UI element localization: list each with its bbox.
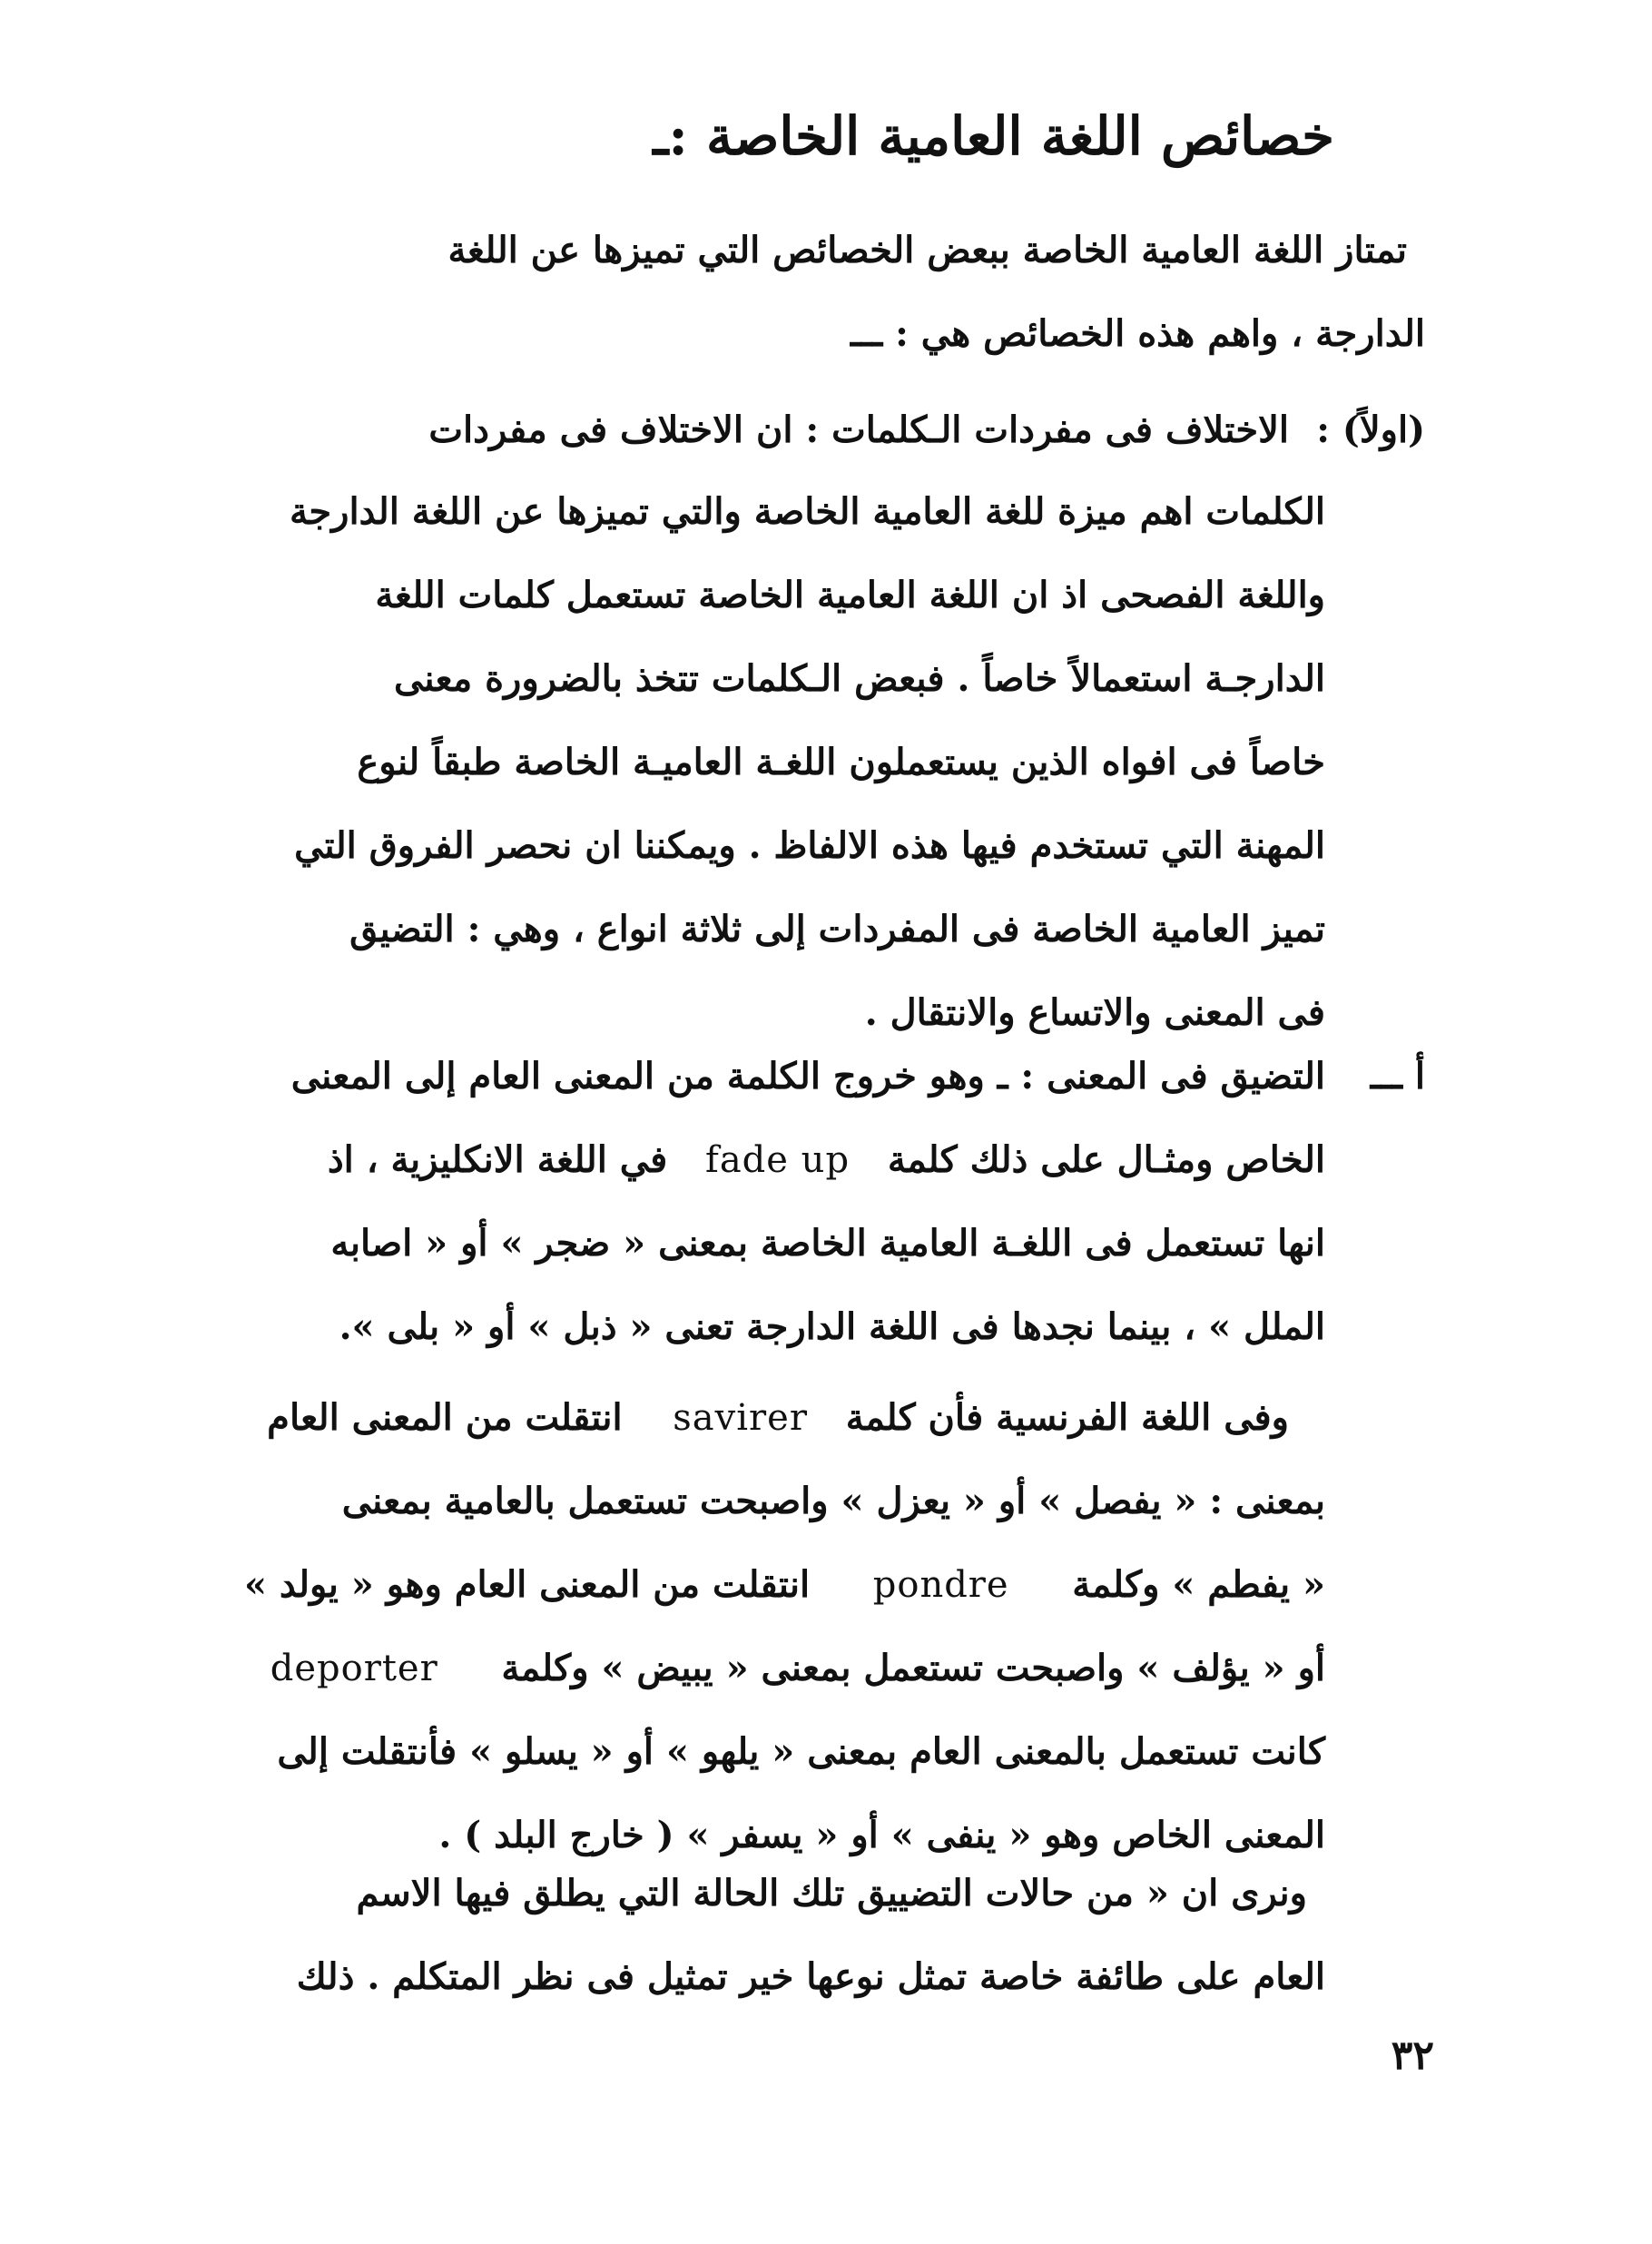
text-line: تمتاز اللغة العامية الخاصة ببعض الخصائص التي تميزها عن اللغة — [447, 229, 1407, 271]
intro-paragraph — [218, 209, 1407, 292]
page-number: ٣٢ — [1391, 2032, 1434, 2079]
text-line: التضيق فى المعنى : ـ وهو خروج الكلمة من المعنى العام إلى المعنى — [290, 1055, 1325, 1097]
section-heading: خصائص اللغة العامية الخاصة :ـ — [653, 105, 1334, 167]
text-line: كانت تستعمل بالمعنى العام بمعنى « يلهو » أو « يسلو » فأنتقلت إلى — [277, 1730, 1325, 1773]
text-line — [218, 1543, 1325, 1627]
text-line: الدارجة ، واهم هذه الخصائص هي : ـــ — [851, 312, 1425, 355]
foreign-term: deporter — [270, 1648, 438, 1689]
section-a-label: أ ـــ — [1370, 1055, 1425, 1097]
section-one-first-line — [218, 389, 1289, 472]
foreign-term: fade up — [705, 1139, 851, 1181]
text-line — [218, 1118, 1325, 1202]
text-line — [218, 1627, 1325, 1710]
text-line: تميز العامية الخاصة فى المفردات إلى ثلاثة انواع ، وهي : التضيق — [349, 908, 1325, 950]
foreign-term: savirer — [673, 1397, 808, 1439]
intro-paragraph-cont — [218, 292, 1425, 376]
text-segment: « يفطم » وكلمة — [1072, 1563, 1325, 1606]
text-line: المعنى الخاص وهو « ينفى » أو « يسفر » ( خارج البلد ) . — [438, 1814, 1325, 1856]
text-segment: وفى اللغة الفرنسية فأن كلمة — [845, 1396, 1289, 1439]
text-segment: في اللغة الانكليزية ، اذ — [327, 1138, 668, 1181]
text-line: انها تستعمل فى اللغـة العامية الخاصة بمعنى « ضجر » أو « اصابه — [330, 1222, 1325, 1265]
text-segment: انتقلت من المعنى العام وهو « يولد » — [243, 1563, 811, 1606]
text-line: الكلمات اهم ميزة للغة العامية الخاصة والتي تميزها عن اللغة الدارجة — [289, 490, 1325, 533]
section-one-label: (اولاً) : — [1316, 408, 1425, 451]
text-line: المهنة التي تستخدم فيها هذه الالفاظ . ويمكننا ان نحصر الفروق التي — [294, 824, 1325, 867]
text-line: فى المعنى والاتساع والانتقال . — [864, 991, 1325, 1034]
text-line: بمعنى : « يفصل » أو « يعزل » واصبحت تستعمل بالعامية بمعنى — [341, 1480, 1325, 1522]
text-segment: أو « يؤلف » واصبحت تستعمل بمعنى « يبيض » وكلمة — [501, 1647, 1325, 1689]
text-line — [218, 1376, 1325, 1460]
french-paragraph — [218, 1376, 1325, 1877]
section-one-body — [218, 470, 1325, 1055]
text-line: العام على طائفة خاصة تمثل نوعها خير تمثيل فى نظر المتكلم . ذلك — [296, 1955, 1325, 1998]
text-line: واللغة الفصحى اذ ان اللغة العامية الخاصة تستعمل كلمات اللغة — [375, 574, 1325, 616]
text-segment: انتقلت من المعنى العام — [267, 1396, 623, 1439]
closing-paragraph — [218, 1852, 1325, 2019]
text-line: الدارجـة استعمالاً خاصاً . فبعض الـكلمات تتخذ بالضرورة معنى — [394, 657, 1325, 700]
text-segment: الخاص ومثـال على ذلك كلمة — [887, 1138, 1325, 1181]
section-a-body — [218, 1035, 1325, 1369]
text-line: الاختلاف فى مفردات الـكلمات : ان الاختلاف فى مفردات — [428, 408, 1289, 451]
text-line: خاصاً فى افواه الذين يستعملون اللغـة العاميـة الخاصة طبقاً لنوع — [357, 741, 1325, 783]
text-line: ونرى ان « من حالات التضييق تلك الحالة التي يطلق فيها الاسم — [356, 1872, 1307, 1914]
foreign-term: pondre — [872, 1564, 1009, 1606]
text-line: الملل » ، بينما نجدها فى اللغة الدارجة تعنى « ذبل » أو « بلى ». — [339, 1305, 1325, 1348]
